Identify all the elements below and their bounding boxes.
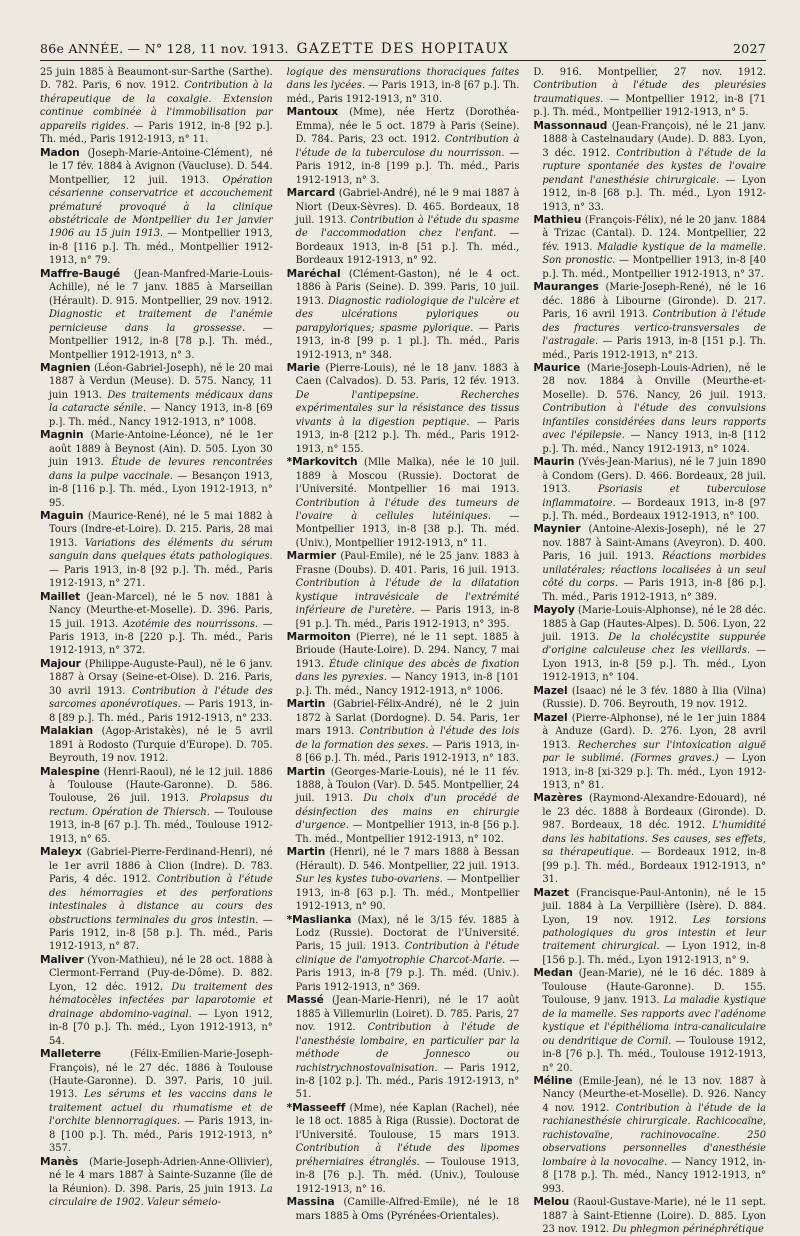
publication-info: — Paris 1913, in-8 [92 p.]. Th. méd., Paris 1912-1913, n° 271.	[49, 564, 273, 590]
author-name: *Masseeff	[286, 1101, 346, 1114]
entry-details: (Gabriel-Félix-André), né le 2 juin 1872 à Sarlat (Dordogne). D. 54. Paris, 1er mars 1913.	[295, 699, 520, 738]
publication-info: — Paris 1913, in-8 [99 p. 1 pl.]. Th. méd., Paris 1912-1913, n° 348.	[295, 322, 520, 361]
thesis-entry	[287, 766, 520, 847]
author-name: Marie	[286, 361, 320, 374]
publication-info: — Paris 1912, in-8 [199 p.]. Th. méd., Paris 1912-1913, n° 3.	[295, 147, 520, 186]
publication-info: — Nancy 1912, in-8 [178 p.]. Th. méd., Nancy 1912-1913, n° 993.	[542, 1156, 767, 1195]
author-name: Mazel	[533, 684, 568, 697]
publication-info: — Montpellier 1913, in-8 [116 p.]. Th. méd., Montpellier 1912-1913, n° 79.	[49, 228, 273, 267]
thesis-title: La maladie kystique de la mamelle. Ses rapports avec l'adénome kystique et l'épithélioma intra-canaliculaire ou dendritique de Cornil.	[542, 995, 767, 1047]
thesis-entry	[40, 268, 273, 362]
author-name: Marmier	[286, 550, 336, 563]
publication-info: — Toulouse 1912, in-8 [76 p.]. Th. méd., Toulouse 1912-1913, n° 20.	[542, 1035, 767, 1074]
entry-details: (Marie-Joseph-René), né le 16 déc. 1886 à Libourne (Gironde). D. 217. Paris, 16 avril 1913.	[542, 282, 767, 321]
entry-details: (Gabriel-Pierre-Ferdinand-Henri), né le 1er avril 1886 à Clion (Indre). D. 783. Paris, 4 déc. 1912.	[49, 847, 273, 886]
thesis-title: logique des mensurations thoraciques faites dans les lycées.	[286, 67, 520, 92]
thesis-title: Psoriasis et tuberculose inflammatoire.	[542, 484, 767, 509]
thesis-entry	[533, 685, 766, 712]
thesis-title: Contribution à l'étude des lois de la formation des sexes.	[295, 726, 520, 751]
thesis-title: Recherches sur l'intoxication aiguë par le sublimé. (Formes graves.)	[542, 739, 767, 765]
column-1	[40, 66, 273, 1209]
author-name: Magnin	[40, 429, 84, 442]
thesis-title: Les torsions pathologiques du gros intestin et leur traitement chirurgical.	[542, 914, 767, 953]
entry-details: (Joseph-Marie-Antoine-Clément), né le 17 fév. 1884 à Avignon (Vaucluse). D. 544. Montpellier, 12 juil. 1913.	[49, 147, 273, 186]
author-name: Mazet	[533, 886, 569, 899]
publication-info: — Paris 1913, in-8 [91 p.]. Th. méd., Paris 1912-1913, n° 395.	[295, 605, 520, 630]
thesis-title: Contribution à l'étude des fractures vertico-transversales de l'astragale.	[542, 309, 767, 348]
publication-info: — Paris 1913, in-8 [89 p.]. Th. méd., Paris 1912-1913, n° 233.	[49, 699, 273, 724]
thesis-title: Opération césarienne conservatrice et accouchement prématuré provoqué à la clinique obstétricale de Montpellier du 1er janvier 1906 au 15 juin 1913.	[49, 174, 273, 240]
entry-details: (Camille-Alfred-Emile), né le 18 mars 1885 à Oms (Pyrénées-Orientales).	[295, 1197, 520, 1222]
author-name: Maguin	[40, 509, 84, 522]
publication-info: — Nancy 1913, in-8 [101 p.]. Th. méd., Nancy 1912-1913, n° 1006.	[295, 672, 520, 697]
thesis-title: Contribution à l'étude de la rachianesthésie chirurgicale. Rachicocaïne, rachistovaïne, rachinovocaïne. 250 observations personnelles d'anesthésie lombaire à la novocaïne.	[542, 1102, 767, 1168]
publication-info: — Besançon 1913, in-8 [116 p.]. Th. méd., Lyon 1912-1913, n° 95.	[49, 470, 273, 509]
thesis-title: De la cholécystite suppurée d'origine calculeuse chez les vieillards.	[542, 632, 767, 657]
thesis-entry	[533, 712, 766, 793]
publication-info: — Montpellier 1912, in-8 [78 p.]. Th. méd., Montpellier 1912-1913, n° 3.	[49, 322, 273, 361]
thesis-title: Contribution à l'étude du spasme de l'accommodation chez l'enfant.	[295, 214, 520, 240]
thesis-title: Prolapsus du rectum. Opération de Thiersch.	[49, 793, 273, 818]
thesis-entry	[533, 967, 766, 1075]
publication-info: — Bordeaux 1912, in-8 [99 p.]. Th. méd., Bordeaux 1912-1913, n° 31.	[542, 847, 767, 886]
thesis-entry	[533, 362, 766, 456]
thesis-entry	[40, 1048, 273, 1156]
publication-info: — Bordeaux 1913, in-8 [51 p.]. Th. méd., Bordeaux 1912-1913, n° 92.	[295, 228, 520, 267]
author-name: Martin	[286, 846, 326, 859]
entry-details: (Marie-Antoine-Léonce), né le 1er août 1889 à Beynost (Ain). D. 505. Lyon 30 juin 1913.	[49, 430, 273, 469]
entry-details: (Max), né le 3/15 fév. 1885 à Lodz (Russie). Doctorat de l'Université. Paris, 15 juil. 1913.	[295, 914, 520, 953]
thesis-entry	[287, 66, 520, 106]
entry-details: (Marie-Joseph-Adrien-Anne-Ollivier), né le 4 mars 1887 à Sainte-Suzanne (île de la Réunion). D. 398. Paris, 25 juin 1913.	[49, 1156, 273, 1195]
thesis-title: Étude de levures rencontrées dans la pulpe vaccinale.	[49, 457, 273, 482]
thesis-entry	[287, 846, 520, 913]
thesis-title: Contribution à l'étude des lipomes préherniaires étranglés.	[295, 1143, 520, 1168]
entry-details: (Yvés-Jean-Marius), né le 7 juin 1890 à Condom (Gers). D. 466. Bordeaux, 28 juil. 1913.	[542, 457, 767, 496]
author-name: Maréchal	[286, 267, 341, 280]
entry-details: (Maurice-René), né le 5 mai 1882 à Tours (Indre-et-Loire). D. 215. Paris, 28 mai 1913.	[49, 510, 273, 549]
author-name: Mantoux	[286, 106, 338, 119]
thesis-title: Contribution à l'étude des sarcomes aponévrotiques.	[49, 685, 273, 711]
entry-details: (Jean-Manfred-Marie-Louis-Achille), né le 7 janv. 1885 à Marseillan (Hérault). D. 915. Montpellier, 29 nov. 1912.	[49, 268, 273, 307]
entry-details: (Léon-Gabriel-Joseph), né le 20 mai 1887 à Verdun (Meuse). D. 575. Nancy, 11 juin 1913.	[49, 362, 273, 401]
entry-details: (Mme), née Kaplan (Rachel), née le 18 oct. 1885 à Riga (Russie). Doctorat de l'Université. Toulouse, 15 mars 1913.	[295, 1102, 520, 1141]
author-name: Maurice	[533, 361, 581, 374]
author-name: Marcard	[286, 187, 336, 200]
publication-info: — Paris 1913, in-8 [151 p.]. Th. méd., Paris 1912-1913, n° 213.	[542, 336, 767, 361]
author-name: Malespine	[40, 765, 100, 778]
thesis-title: La circulaire de 1902. Valeur sémeio-	[49, 1183, 273, 1209]
thesis-title: Étude clinique des abcès de fixation dans les pyrexies.	[295, 658, 520, 684]
thesis-entry	[533, 523, 766, 604]
thesis-entry	[40, 1156, 273, 1210]
thesis-title: Du traitement des hématocèles infectées par laparotomie et drainage abdomino-vaginal.	[49, 981, 273, 1020]
author-name: Maffre-Baugé	[40, 267, 121, 280]
thesis-title: Diagnostic et traitement de l'anémie pernicieuse dans la grossesse.	[49, 309, 273, 334]
entry-details: (Emile-Jean), né le 13 nov. 1887 à Nancy (Meurthe-et-Moselle). D. 926. Nancy 4 nov. 1912.	[542, 1075, 767, 1114]
thesis-title: Contribution à l'étude de la dilatation kystique intravésicale de l'extrémité inférieure de l'uretère.	[295, 578, 520, 617]
author-name: Malakian	[40, 725, 94, 738]
entry-details: 25 juin 1885 à Beaumont-sur-Sarthe (Sarthe). D. 782. Paris, 6 nov. 1912.	[40, 67, 273, 92]
thesis-entry	[287, 698, 520, 765]
author-name: Marmoiton	[286, 631, 351, 644]
publication-info: — Montpellier 1913, in-8 [40 p.]. Th. méd., Montpellier 1912-1913, n° 37.	[542, 255, 766, 280]
author-name: Maynier	[533, 523, 581, 536]
entry-details: (Agop-Aristakès), né le 5 avril 1891 à Rodosto (Turquie d'Europe). D. 705. Beyrouth, 19 nov. 1912.	[49, 726, 273, 765]
publication-info: — Paris 1912, in-8 [102 p.]. Th. méd., Paris 1912-1913, n° 51.	[295, 1062, 520, 1101]
page-number: 2027	[732, 41, 766, 56]
author-name: Mathieu	[533, 213, 582, 226]
thesis-entry	[533, 214, 766, 281]
thesis-entry	[40, 846, 273, 954]
entry-details: (Francisque-Paul-Antonin), né le 15 juil. 1884 à La Verpillière (Isère). D. 884. Lyon, 19 nov. 1912.	[542, 887, 767, 926]
publication-info: — Paris 1913, in-8 [100 p.]. Th. méd., Paris 1912-1913, n° 357.	[49, 1116, 273, 1155]
publication-info: — Nancy 1913, in-8 [69 p.]. Th. méd., Nancy 1912-1913, n° 1008.	[49, 403, 273, 428]
publication-info: — Paris 1913, in-8 [66 p.]. Th. méd., Paris 1912-1913, n° 183.	[295, 739, 520, 765]
thesis-title: Contribution à l'étude de la tuberculose du nourrisson.	[295, 134, 520, 159]
thesis-entry	[533, 792, 766, 886]
thesis-title: Sur les kystes tubo-ovariens.	[295, 874, 443, 886]
entry-details: (François-Félix), né le 20 janv. 1884 à Trizac (Cantal). D. 124. Montpellier, 22 fév. 1913.	[542, 214, 767, 253]
entry-details: (Henri-Raoul), né le 12 juil. 1886 à Toulouse (Haute-Garonne). D. 586. Toulouse, 26 juil. 1913.	[49, 766, 273, 805]
thesis-entry	[287, 362, 520, 456]
thesis-entry	[40, 725, 273, 765]
thesis-title: Maladie kystique de la mamelle. Son pronostic.	[542, 241, 767, 267]
author-name: Maillet	[40, 590, 81, 603]
author-name: Martin	[286, 698, 326, 711]
publication-info: — Lyon 1913, in-8 [59 p.]. Th. méd., Lyon 1912-1913, n° 104.	[542, 645, 767, 684]
thesis-entry	[533, 120, 766, 214]
thesis-title: Contribution à l'étude de la rupture spontanée des kystes de l'ovaire pendant l'anesthésie chirurgicale.	[542, 147, 767, 186]
thesis-entry	[287, 914, 520, 995]
publication-info: — Montpellier 1913, in-8 [56 p.]. Th. méd., Montpellier 1912-1913, n° 102.	[295, 820, 520, 845]
entry-details: (Antoine-Alexis-Joseph), né le 27 nov. 1887 à Saint-Amans (Aveyron). D. 400. Paris, 16 juil. 1913.	[542, 524, 767, 563]
thesis-title: Contribution à la thérapeutique de la coxalgie. Extension continue combinée à l'immobilisation par appareils rigides.	[40, 80, 273, 132]
columns	[40, 66, 767, 1235]
publication-info: — Lyon 1912, in-8 [156 p.]. Th. méd., Lyon 1912-1913, n° 9.	[542, 941, 767, 966]
author-name: Malleterre	[40, 1048, 102, 1061]
publication-info: — Paris 1913, in-8 [220 p.]. Th. méd., Paris 1912-1913, n° 372.	[49, 618, 273, 657]
entry-details: (Philippe-Auguste-Paul), né le 6 janv. 1887 à Orsay (Seine-et-Oise). D. 216. Paris, 30 avril 1913.	[49, 658, 273, 697]
publication-info: — Paris 1913, in-8 [67 p.]. Th. méd., Paris 1912-1913, n° 310.	[286, 80, 520, 105]
author-name: Massé	[286, 994, 324, 1007]
entry-details: (Raoul-Gustave-Marie), né le 11 sept. 1887 à Saint-Etienne (Loire). D. 885. Lyon 23 nov. 1912.	[542, 1197, 767, 1235]
author-name: Massina	[286, 1196, 335, 1209]
thesis-entry	[533, 604, 766, 685]
thesis-entry	[40, 766, 273, 847]
thesis-title: Contribution à l'étude des convulsions infantiles considérées dans leurs rapports avec l'épilepsie.	[542, 403, 767, 442]
entry-details: (Gabriel-André), né le 9 mai 1887 à Niort (Deux-Sèvres). D. 465. Bordeaux, 18 juil. 1913.	[295, 188, 520, 226]
thesis-title: Azotémie des nourrissons.	[122, 618, 259, 630]
author-name: Méline	[533, 1074, 573, 1087]
author-name: *Maslianka	[286, 913, 352, 926]
publication-info: — Lyon 1913, in-8 [xi-329 p.]. Th. méd., Lyon 1912-1913, n° 81.	[542, 753, 767, 792]
entry-details: (Pierre-Alphonse), né le 1er juin 1884 à Anduze (Gard). D. 276. Lyon, 28 avril 1913.	[542, 712, 767, 751]
entry-details: (Mme), née Hertz (Dorothéa-Emma), née le 5 oct. 1879 à Paris (Seine). D. 784. Paris, 23 oct. 1912.	[295, 107, 520, 146]
author-name: Maleyx	[40, 846, 82, 859]
thesis-title: De l'antipepsine. Recherches expérimentales sur la résistance des tissus vivants à la digestion peptique.	[295, 389, 520, 428]
author-name: Massonnaud	[533, 119, 608, 132]
publication-info: — Paris 1913, in-8 [212 p.]. Th. méd., Paris 1912-1913, n° 155.	[295, 416, 520, 455]
author-name: Maliver	[40, 953, 84, 966]
thesis-entry	[287, 106, 520, 187]
entry-details: (Félix-Emilien-Marie-Joseph-François), né le 27 déc. 1886 à Toulouse (Haute-Garonne). D. 397. Paris, 10 juil. 1913.	[49, 1049, 273, 1101]
thesis-title: Des traitements médicaux dans la cataracte sénile.	[49, 389, 273, 415]
entry-details: (Jean-Marie), né le 16 déc. 1889 à Toulouse (Haute-Garonne). D. 155. Toulouse, 9 janv. 1913.	[542, 968, 767, 1007]
thesis-entry	[533, 887, 766, 968]
entry-details: (Jean-François), né le 21 janv. 1888 à Castelnaudary (Aude). D. 883. Lyon, 3 déc. 1912.	[542, 120, 767, 159]
thesis-entry	[533, 1196, 766, 1236]
author-name: Medan	[533, 967, 573, 980]
entry-details: (Marie-Louis-Alphonse), né le 28 déc. 1885 à Gap (Hautes-Alpes). D. 506. Lyon, 22 juil. 1913.	[542, 605, 767, 644]
thesis-title: Variations des éléments du sérum sanguin dans quelques états pathologiques.	[49, 537, 273, 563]
thesis-entry	[533, 1075, 766, 1196]
entry-details: (Marie-Joseph-Louis-Adrien), né le 28 nov. 1884 à Onville (Meurthe-et-Moselle). D. 576. Nancy, 26 juil. 1913.	[542, 362, 767, 401]
author-name: *Markovitch	[286, 456, 358, 469]
thesis-entry	[40, 510, 273, 591]
thesis-entry	[40, 429, 273, 510]
author-name: Mayoly	[533, 604, 575, 617]
publication-info: — Bordeaux 1913, in-8 [97 p.]. Th. méd., Bordeaux 1912-1913, n° 100.	[542, 497, 767, 522]
publication-info: — Montpellier 1913, in-8 [63 p.]. Th. méd., Montpellier 1912-1913, n° 90.	[295, 874, 520, 913]
publication-info: — Paris 1913, in-8 [79 p.]. Th. méd. (Univ.). Paris 1912-1913, n° 369.	[295, 954, 520, 993]
entry-details: (Jean-Marie-Henri), né le 17 août 1885 à Villemurlin (Loiret). D. 785. Paris, 27 nov. 1912.	[295, 995, 520, 1034]
entry-details: (Yvon-Mathieu), né le 28 oct. 1888 à Clermont-Ferrand (Puy-de-Dôme). D. 882. Lyon, 12 déc. 1912.	[49, 954, 273, 993]
thesis-title: Contribution à l'étude clinique de l'amyotrophie Charcot-Marie.	[295, 941, 520, 966]
thesis-title: Contribution à l'étude des hémorragies et des perforations intestinales à distance au cours des obstructions terminales du gros intestin.	[49, 874, 273, 926]
thesis-title: Diagnostic radiologique de l'ulcère et des ulcérations pyloriques ou parapyloriques; spasme pylorique.	[295, 295, 520, 334]
entry-details: (Mlle Malka), née le 10 juil. 1889 à Moscou (Russie). Doctorat de l'Université. Montpellier 16 mai 1913.	[295, 457, 520, 496]
thesis-entry	[40, 591, 273, 658]
entry-details: (Jean-Marcel), né le 5 nov. 1881 à Nancy (Meurthe-et-Moselle). D. 396. Paris, 15 juil. 1913.	[49, 591, 273, 630]
author-name: Mazères	[533, 792, 583, 805]
author-name: Majour	[40, 657, 81, 670]
thesis-entry	[287, 994, 520, 1102]
author-name: Mauranges	[533, 281, 599, 294]
thesis-entry	[40, 147, 273, 268]
thesis-title: L'humidité dans les habitations. Ses causes, ses effets, sa thérapeutique.	[542, 820, 767, 859]
page-header	[40, 38, 766, 61]
entry-details: (Paul-Emile), né le 25 janv. 1883 à Frasne (Doubs). D. 401. Paris, 16 juil. 1913.	[295, 551, 520, 576]
thesis-title: Du phlegmon périnéphrétique	[612, 1223, 764, 1235]
author-name: Melou	[533, 1196, 570, 1209]
thesis-title: Du choix d'un procédé de désinfection des mains en chirurgie d'urgence.	[295, 793, 520, 832]
entry-details: (Henri), né le 7 mars 1888 à Bessan (Hérault). D. 546. Montpellier, 22 juil. 1913.	[295, 847, 520, 872]
thesis-entry	[40, 362, 273, 429]
issue-info: 86e ANNÉE. — N° 128, 11 nov. 1913.	[40, 41, 289, 56]
thesis-entry	[287, 1196, 520, 1223]
entry-details: D. 916. Montpellier, 27 nov. 1912.	[533, 67, 767, 78]
thesis-title: Réactions morbides unilatérales; réactions localisées à un seul côté du corps.	[542, 551, 767, 590]
entry-details: (Pierre-Louis), né le 18 janv. 1883 à Caen (Calvados). D. 53. Paris, 12 fév. 1913.	[295, 362, 520, 388]
author-name: Mazel	[533, 711, 568, 724]
thesis-entry	[287, 631, 520, 698]
thesis-entry	[287, 1102, 520, 1196]
journal-title: GAZETTE DES HOPITAUX	[296, 41, 510, 57]
publication-info: — Paris 1912, in-8 [58 p.]. Th. méd., Paris 1912-1913, n° 87.	[49, 914, 273, 953]
author-name: Martin	[286, 765, 326, 778]
publication-info: — Lyon 1912, in-8 [70 p.]. Th. méd., Lyon 1912-1913, n° 54.	[49, 1008, 273, 1047]
thesis-entry	[287, 268, 520, 362]
entry-details: (Clément-Gaston), né le 4 oct. 1886 à Paris (Seine). D. 399. Paris, 10 juil. 1913.	[295, 268, 520, 307]
publication-info: — Lyon 1912, in-8 [68 p.]. Th. méd., Lyon 1912-1913, n° 33.	[542, 174, 767, 213]
entry-details: (Isaac) né le 3 fév. 1880 à Ilia (Vilna) (Russie). D. 706. Beyrouth, 19 nov. 1912.	[542, 685, 767, 711]
column-3	[533, 66, 767, 1235]
thesis-entry	[287, 550, 520, 631]
thesis-entry	[533, 456, 766, 523]
thesis-entry	[40, 658, 273, 725]
publication-info: — Montpellier 1912, in-8 [71 p.]. Th. méd., Montpellier 1912-1913, n° 5.	[533, 93, 767, 119]
entry-details: (Georges-Marie-Louis), né le 11 fév. 1888, à Toulon (Var). D. 545. Montpellier, 24 juil. 1913.	[295, 766, 520, 805]
publication-info: — Nancy 1913, in-8 [112 p.]. Th. méd., Nancy 1912-1913, n° 1024.	[542, 430, 766, 455]
thesis-title: Contribution à l'étude de l'anesthésie lombaire, en particulier par la méthode de Jonnesco ou rachistrychnostovaïnisation.	[295, 1022, 520, 1074]
thesis-entry	[533, 66, 766, 120]
author-name: Magnien	[40, 361, 91, 374]
author-name: Maurin	[533, 456, 575, 469]
author-name: Madon	[40, 146, 80, 159]
thesis-title: Contribution à l'étude des pleurésies traumatiques.	[533, 80, 767, 105]
entry-details: (Pierre), né le 11 sept. 1885 à Brioude (Haute-Loire). D. 294. Nancy, 7 mai 1913.	[295, 632, 520, 670]
thesis-entry	[287, 187, 520, 268]
thesis-entry	[40, 954, 273, 1048]
thesis-title: Les sérums et les vaccins dans le traitement actuel du rhumatisme et de l'orchite blennorragiques.	[49, 1089, 273, 1128]
author-name: Manès	[40, 1155, 79, 1168]
publication-info: — Paris 1912, in-8 [92 p.]. Th. méd., Paris 1912-1913, n° 11.	[40, 120, 273, 146]
publication-info: — Toulouse 1913, in-8 [76 p.]. Th. méd. (Univ.), Toulouse 1912-1913, n° 16.	[295, 1156, 520, 1195]
thesis-entry	[533, 281, 766, 362]
thesis-entry	[287, 456, 520, 550]
thesis-title: Contribution à l'étude des tumeurs de l'ovaire à cellules lutéiniques.	[295, 497, 520, 522]
publication-info: — Montpellier 1913, in-8 [38 p.]. Th. méd. (Univ.), Montpellier 1912-1913, n° 11.	[295, 510, 520, 549]
publication-info: — Paris 1913, in-8 [86 p.]. Th. méd., Paris 1912-1913, n° 389.	[542, 578, 766, 603]
thesis-entry	[40, 66, 273, 147]
column-2	[286, 66, 520, 1222]
entry-details: (Raymond-Alexandre-Edouard), né le 23 déc. 1888 à Bordeaux (Gironde). D. 987. Bordeaux, 18 déc. 1912.	[542, 793, 767, 832]
publication-info: — Toulouse 1913, in-8 [67 p.]. Th. méd., Toulouse 1912-1913, n° 65.	[49, 806, 273, 845]
